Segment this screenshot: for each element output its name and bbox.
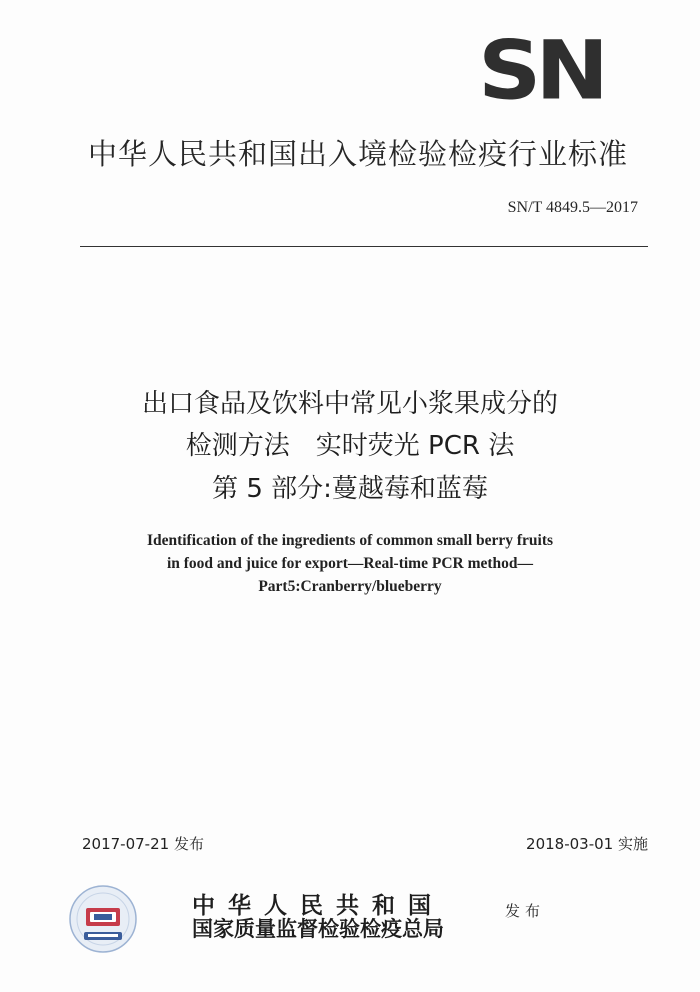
sn-logo: SN <box>478 23 604 119</box>
title-en-line-3: Part5:Cranberry/blueberry <box>258 578 442 595</box>
publish-label: 发布 <box>505 902 546 920</box>
header-divider <box>80 246 648 247</box>
title-zh-line-2: 检测方法 实时荧光 PCR 法 <box>185 431 515 461</box>
standard-code: SN/T 4849.5—2017 <box>507 199 638 216</box>
issue-date: 2017-07-21 发布 <box>82 835 204 853</box>
issuer-line-1: 中华人民共和国 <box>192 892 444 919</box>
publisher-seal-icon <box>68 884 138 954</box>
title-zh-line-3: 第 5 部分:蔓越莓和蓝莓 <box>212 474 488 504</box>
implementation-date: 2018-03-01 实施 <box>526 835 648 853</box>
title-zh-line-1: 出口食品及饮料中常见小浆果成分的 <box>141 389 558 419</box>
title-en-line-2: in food and juice for export—Real-time PCR method— <box>166 555 534 572</box>
title-en-line-1: Identification of the ingredients of common small berry fruits <box>146 532 554 549</box>
issuer-line-2: 国家质量监督检验检疫总局 <box>192 916 444 941</box>
standard-category-title: 中华人民共和国出入境检验检疫行业标准 <box>88 137 629 171</box>
